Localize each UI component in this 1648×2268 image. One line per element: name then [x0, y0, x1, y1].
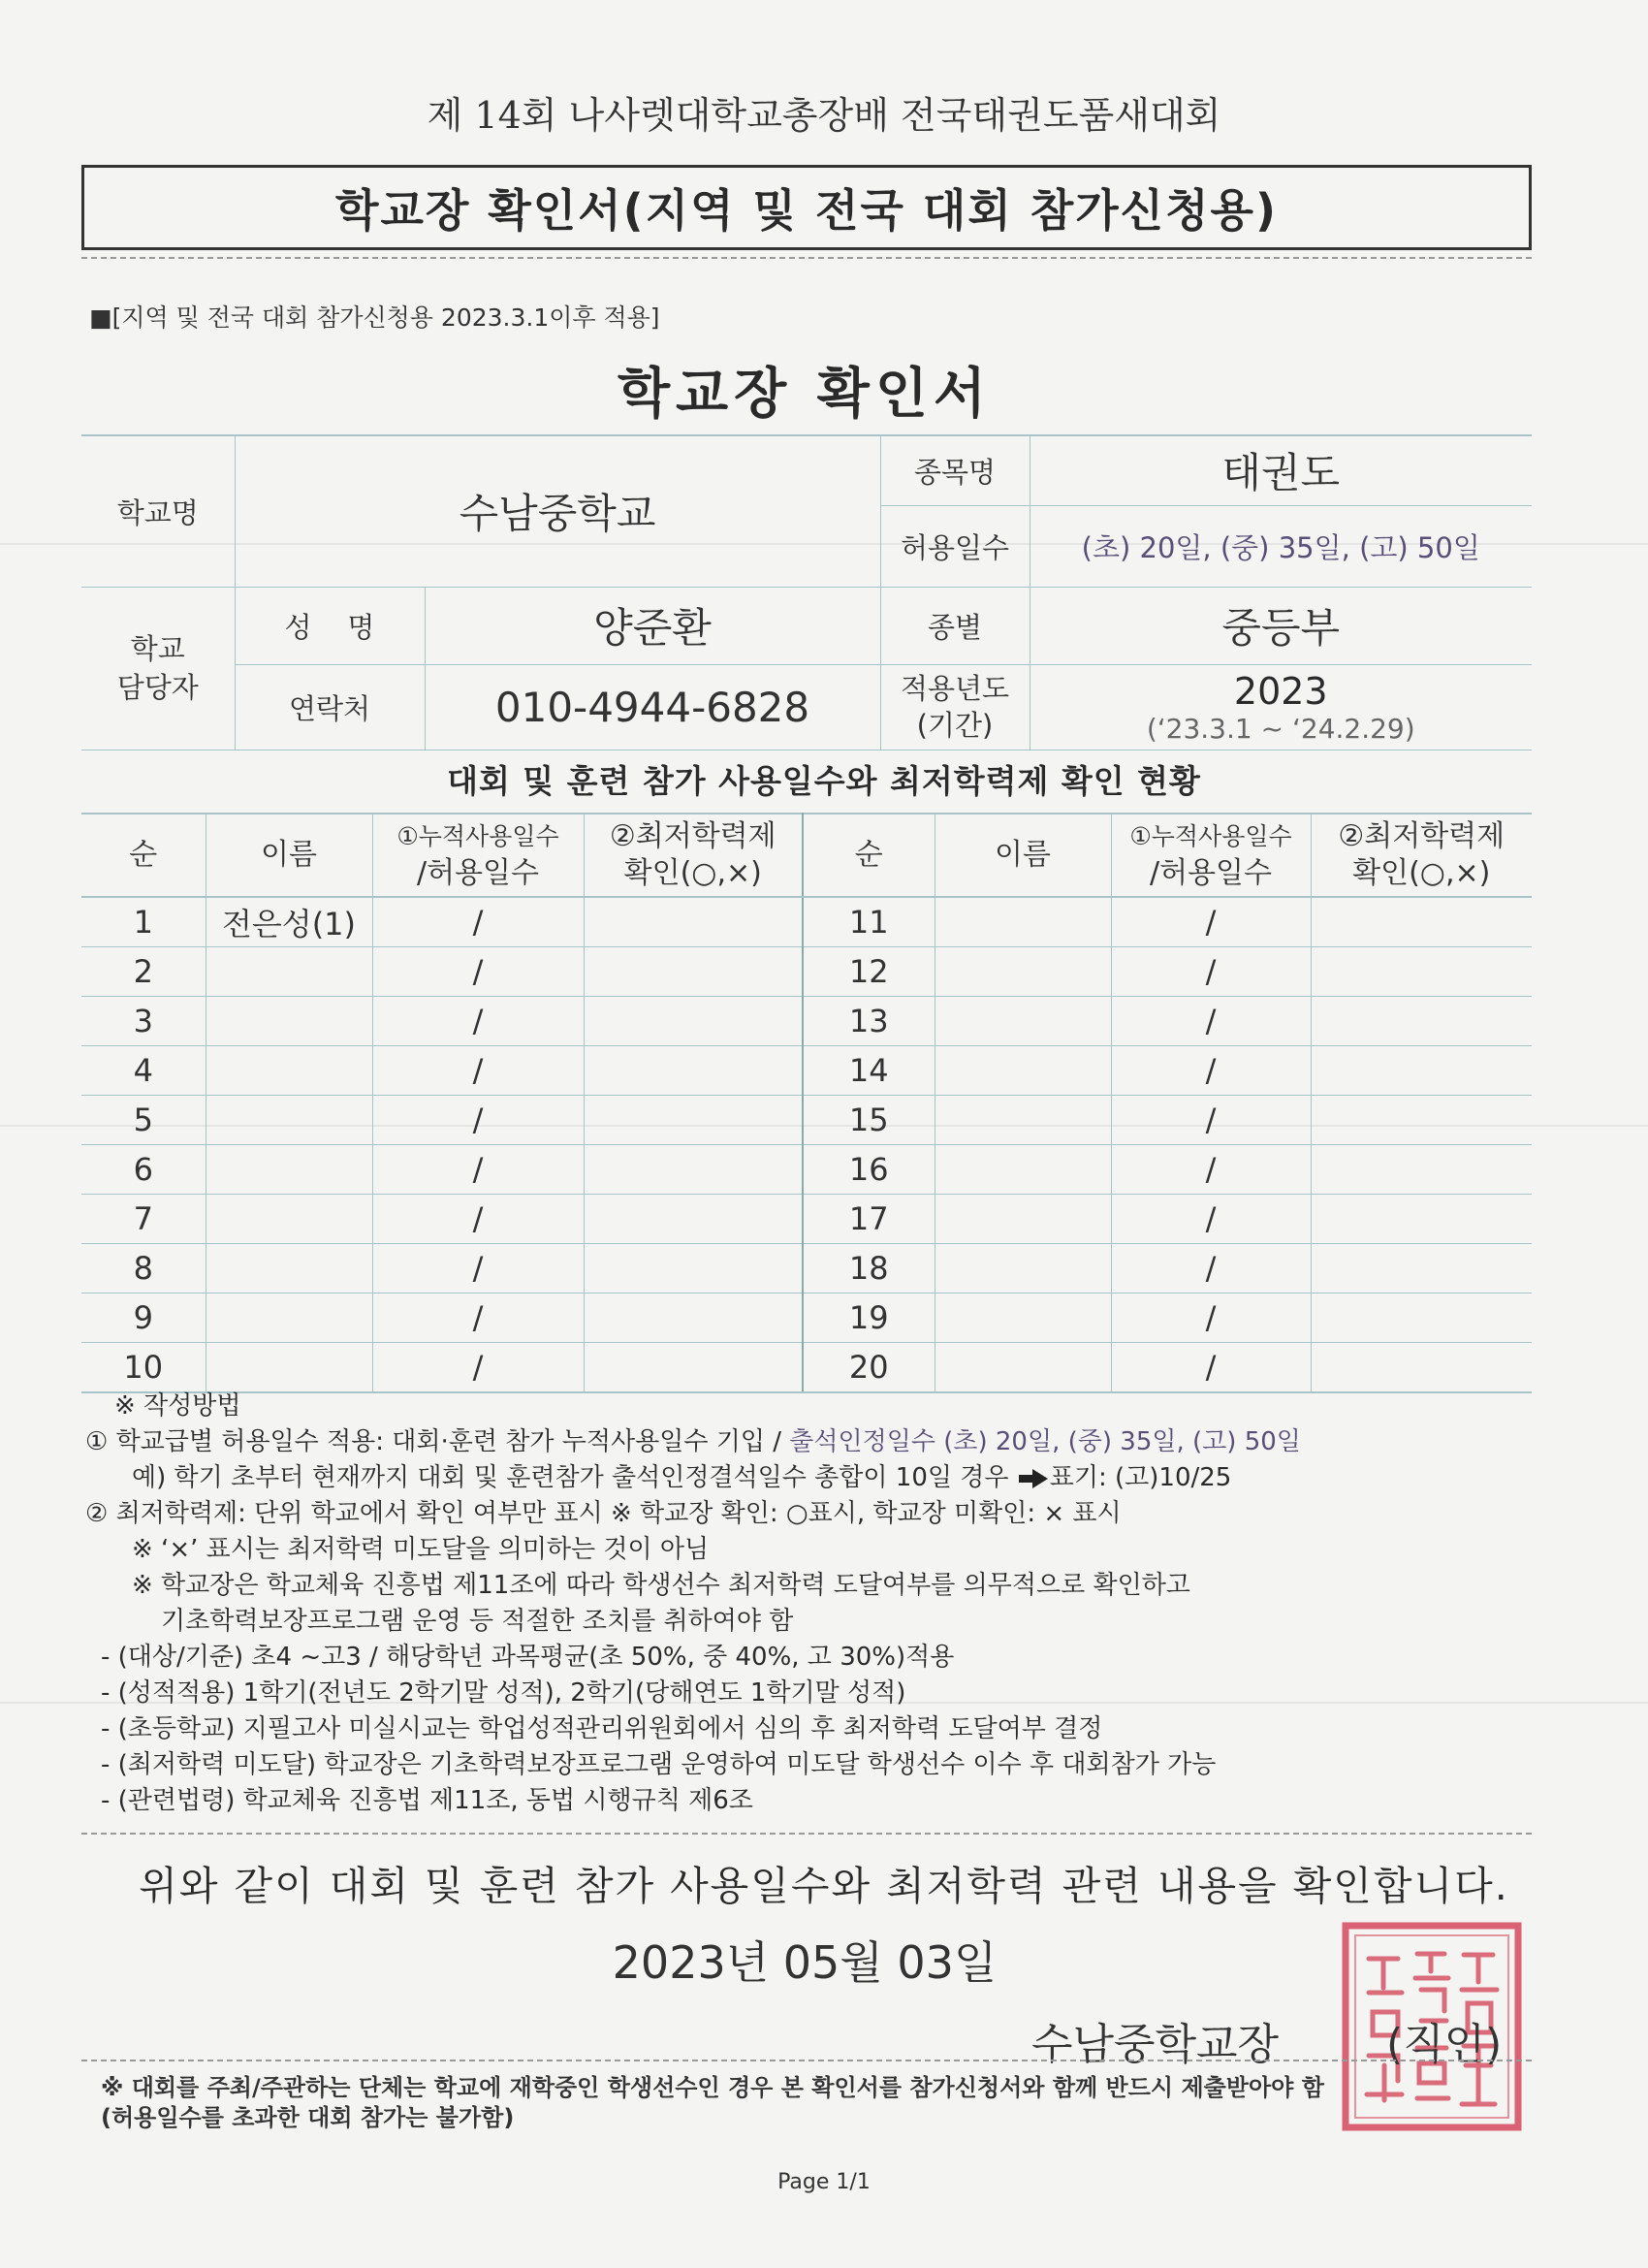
- issue-date: 2023년 05월 03일: [612, 1936, 998, 1989]
- detail-2: - (성적적용) 1학기(전년도 2학기말 성적), 2학기(당해연도 1학기말 성적): [101, 1678, 906, 1708]
- contact-label: 연락처: [235, 664, 425, 750]
- writing-instructions: [85, 1389, 1559, 1819]
- row-number: 2: [81, 947, 206, 997]
- player-name: [206, 1145, 372, 1195]
- academic-check: [1311, 1046, 1532, 1096]
- row-number: 16: [803, 1145, 935, 1195]
- player-name: [935, 897, 1111, 947]
- player-name: [935, 1294, 1111, 1343]
- year-label: 적용년도 (기간): [880, 664, 1030, 750]
- academic-check: [584, 897, 803, 947]
- header-days-line1: ①누적사용일수: [396, 822, 559, 850]
- row-number: 14: [803, 1046, 935, 1096]
- academic-check: [584, 1096, 803, 1145]
- player-name: [206, 1195, 372, 1244]
- row-number: 15: [803, 1096, 935, 1145]
- participation-table: [81, 813, 1532, 1393]
- divider: [81, 257, 1532, 259]
- table-row: [81, 1343, 1532, 1393]
- confirmation-statement: 위와 같이 대회 및 훈련 참가 사용일수와 최저학력 관련 내용을 확인합니다.: [139, 1863, 1509, 1909]
- player-name: [935, 1195, 1111, 1244]
- division-label: 종별: [880, 587, 1030, 664]
- academic-check: [584, 997, 803, 1046]
- header-days: [1111, 814, 1311, 897]
- year-value: 2023: [1233, 669, 1328, 713]
- header-academic: [1311, 814, 1532, 897]
- days-used: /: [1111, 897, 1311, 947]
- row-number: 6: [81, 1145, 206, 1195]
- header-academic: [584, 814, 803, 897]
- academic-check: [1311, 1195, 1532, 1244]
- days-used: /: [372, 997, 584, 1046]
- player-name: [206, 947, 372, 997]
- player-name: [935, 947, 1111, 997]
- player-name: [935, 1244, 1111, 1294]
- apply-note: ■[지역 및 전국 대회 참가신청용 2023.3.1이후 적용]: [89, 303, 660, 332]
- header-days-line2: /허용일수: [1149, 856, 1273, 890]
- days-used: /: [1111, 1343, 1311, 1393]
- page-number: Page 1/1: [777, 2170, 871, 2194]
- principal-title: 수남중학교장: [1031, 2020, 1280, 2069]
- player-name: [935, 1145, 1111, 1195]
- academic-check: [1311, 1244, 1532, 1294]
- days-used: /: [372, 1096, 584, 1145]
- header-name: 이름: [206, 814, 372, 897]
- seal-label: (직인): [1386, 2020, 1503, 2069]
- row-number: 8: [81, 1244, 206, 1294]
- row-number: 5: [81, 1096, 206, 1145]
- division-value: 중등부: [1030, 587, 1532, 664]
- player-name: [206, 1294, 372, 1343]
- days-used: /: [372, 1343, 584, 1393]
- name-label: 성 명: [235, 587, 425, 664]
- period-value: (‘23.3.1 ~ ‘24.2.29): [1146, 712, 1415, 745]
- days-used: /: [372, 897, 584, 947]
- note-2: ② 최저학력제: 단위 학교에서 확인 여부만 표시 ※ 학교장 확인: ○표시, 학교장 미확인: × 표시: [85, 1499, 1122, 1528]
- player-name: [206, 1343, 372, 1393]
- note-1-accent: 출석인정일수 (초) 20일, (중) 35일, (고) 50일: [789, 1427, 1301, 1456]
- academic-check: [1311, 1096, 1532, 1145]
- academic-check: [584, 1294, 803, 1343]
- academic-check: [584, 1195, 803, 1244]
- row-number: 17: [803, 1195, 935, 1244]
- detail-5: - (관련법령) 학교체육 진흥법 제11조, 동법 시행규칙 제6조: [101, 1786, 753, 1815]
- days-used: /: [372, 1244, 584, 1294]
- table-header-row: [81, 814, 1532, 897]
- days-used: /: [372, 947, 584, 997]
- academic-check: [584, 1343, 803, 1393]
- note-1-example-tail: 표기: (고)10/25: [1049, 1463, 1232, 1492]
- table-row: [81, 997, 1532, 1046]
- detail-4: - (최저학력 미도달) 학교장은 기초학력보장프로그램 운영하여 미도달 학생선수 이수 후 대회참가 가능: [101, 1750, 1217, 1779]
- note-1-example: [85, 1460, 1559, 1496]
- school-name: 수남중학교: [235, 435, 880, 587]
- row-number: 7: [81, 1195, 206, 1244]
- manager-label: 학교 담당자: [81, 587, 235, 750]
- player-name: [206, 1244, 372, 1294]
- row-number: 3: [81, 997, 206, 1046]
- table-row: [81, 1195, 1532, 1244]
- header-days-line1: ①누적사용일수: [1129, 822, 1292, 850]
- header-box-title: 학교장 확인서(지역 및 전국 대회 참가신청용): [335, 184, 1278, 237]
- player-name: [935, 997, 1111, 1046]
- days-used: /: [1111, 1195, 1311, 1244]
- arrow-right-icon: [1032, 1469, 1048, 1488]
- allowed-days-label: 허용일수: [880, 505, 1030, 587]
- note-1-text: ① 학교급별 허용일수 적용: 대회·훈련 참가 누적사용일수 기입 /: [85, 1427, 790, 1456]
- days-used: /: [372, 1046, 584, 1096]
- note-2b: ※ 학교장은 학교체육 진흥법 제11조에 따라 학생선수 최저학력 도달여부를 의무적으로 확인하고: [132, 1571, 1190, 1600]
- note-2c: 기초학력보장프로그램 운영 등 적절한 조치를 취하여야 함: [161, 1607, 794, 1636]
- days-used: /: [1111, 1294, 1311, 1343]
- header-academic-line1: ②최저학력제: [1338, 819, 1505, 853]
- player-name: [206, 997, 372, 1046]
- table-row: [81, 947, 1532, 997]
- header-academic-line2: 확인(○,×): [1352, 856, 1491, 890]
- school-label: 학교명: [81, 435, 235, 587]
- player-name: [935, 1343, 1111, 1393]
- days-used: /: [1111, 947, 1311, 997]
- academic-check: [1311, 947, 1532, 997]
- table-row: [81, 1096, 1532, 1145]
- days-used: /: [1111, 1096, 1311, 1145]
- row-number: 10: [81, 1343, 206, 1393]
- player-name: 전은성(1): [206, 897, 372, 947]
- academic-check: [584, 947, 803, 997]
- player-name: [935, 1096, 1111, 1145]
- player-name: [206, 1046, 372, 1096]
- row-number: 18: [803, 1244, 935, 1294]
- header-days: [372, 814, 584, 897]
- note-1-example-text: 예) 학기 초부터 현재까지 대회 및 훈련참가 출석인정결석일수 총합이 10일 경우: [132, 1463, 1009, 1492]
- note-1: [85, 1424, 1559, 1460]
- academic-check: [1311, 1343, 1532, 1393]
- days-used: /: [1111, 997, 1311, 1046]
- detail-1: - (대상/기준) 초4 ~고3 / 해당학년 과목평균(초 50%, 중 40%, 고 30%)적용: [101, 1643, 955, 1672]
- header-days-line2: /허용일수: [416, 856, 540, 890]
- row-number: 19: [803, 1294, 935, 1343]
- divider: [81, 1833, 1532, 1835]
- header-no: 순: [803, 814, 935, 897]
- academic-check: [1311, 1294, 1532, 1343]
- note-2a: ※ ‘×’ 표시는 최저학력 미도달을 의미하는 것이 아님: [132, 1535, 710, 1564]
- row-number: 20: [803, 1343, 935, 1393]
- info-table: [81, 434, 1532, 751]
- table-row: [81, 1244, 1532, 1294]
- section-title: 대회 및 훈련 참가 사용일수와 최저학력제 확인 현황: [447, 762, 1201, 800]
- player-name: [935, 1046, 1111, 1096]
- row-number: 13: [803, 997, 935, 1046]
- academic-check: [584, 1046, 803, 1096]
- academic-check: [1311, 997, 1532, 1046]
- manager-name: 양준환: [425, 587, 880, 664]
- table-row: [81, 1294, 1532, 1343]
- academic-check: [584, 1244, 803, 1294]
- academic-check: [1311, 897, 1532, 947]
- divider: [81, 2060, 1532, 2061]
- table-row: [81, 1145, 1532, 1195]
- header-academic-line2: 확인(○,×): [623, 856, 762, 890]
- event-title: 제 14회 나사렛대학교총장배 전국태권도품새대회: [427, 94, 1221, 137]
- footer-note: ※ 대회를 주최/주관하는 단체는 학교에 재학중인 학생선수인 경우 본 확인서를 참가신청서와 함께 반드시 제출받아야 함 (허용일수를 초과한 대회 참가는 불가함): [101, 2074, 1324, 2131]
- header-box: [81, 165, 1532, 250]
- document-title: 학교장 확인서: [617, 363, 993, 426]
- table-row: [81, 1046, 1532, 1096]
- days-used: /: [1111, 1145, 1311, 1195]
- sport-value: 태권도: [1030, 435, 1532, 505]
- player-name: [206, 1096, 372, 1145]
- contact-value: 010-4944-6828: [425, 664, 880, 750]
- row-number: 4: [81, 1046, 206, 1096]
- academic-check: [584, 1145, 803, 1195]
- header-name: 이름: [935, 814, 1111, 897]
- days-used: /: [1111, 1046, 1311, 1096]
- days-used: /: [1111, 1244, 1311, 1294]
- row-number: 1: [81, 897, 206, 947]
- notes-heading: ※ 작성방법: [114, 1391, 241, 1421]
- academic-check: [1311, 1145, 1532, 1195]
- sport-label: 종목명: [880, 435, 1030, 505]
- row-number: 12: [803, 947, 935, 997]
- allowed-days-value: (초) 20일, (중) 35일, (고) 50일: [1030, 505, 1532, 587]
- days-used: /: [372, 1145, 584, 1195]
- days-used: /: [372, 1195, 584, 1244]
- header-academic-line1: ②최저학력제: [609, 819, 776, 853]
- days-used: /: [372, 1294, 584, 1343]
- detail-3: - (초등학교) 지필고사 미실시교는 학업성적관리위원회에서 심의 후 최저학력 도달여부 결정: [101, 1714, 1103, 1743]
- header-no: 순: [81, 814, 206, 897]
- year-cell: [1030, 664, 1532, 750]
- row-number: 11: [803, 897, 935, 947]
- row-number: 9: [81, 1294, 206, 1343]
- table-row: [81, 897, 1532, 947]
